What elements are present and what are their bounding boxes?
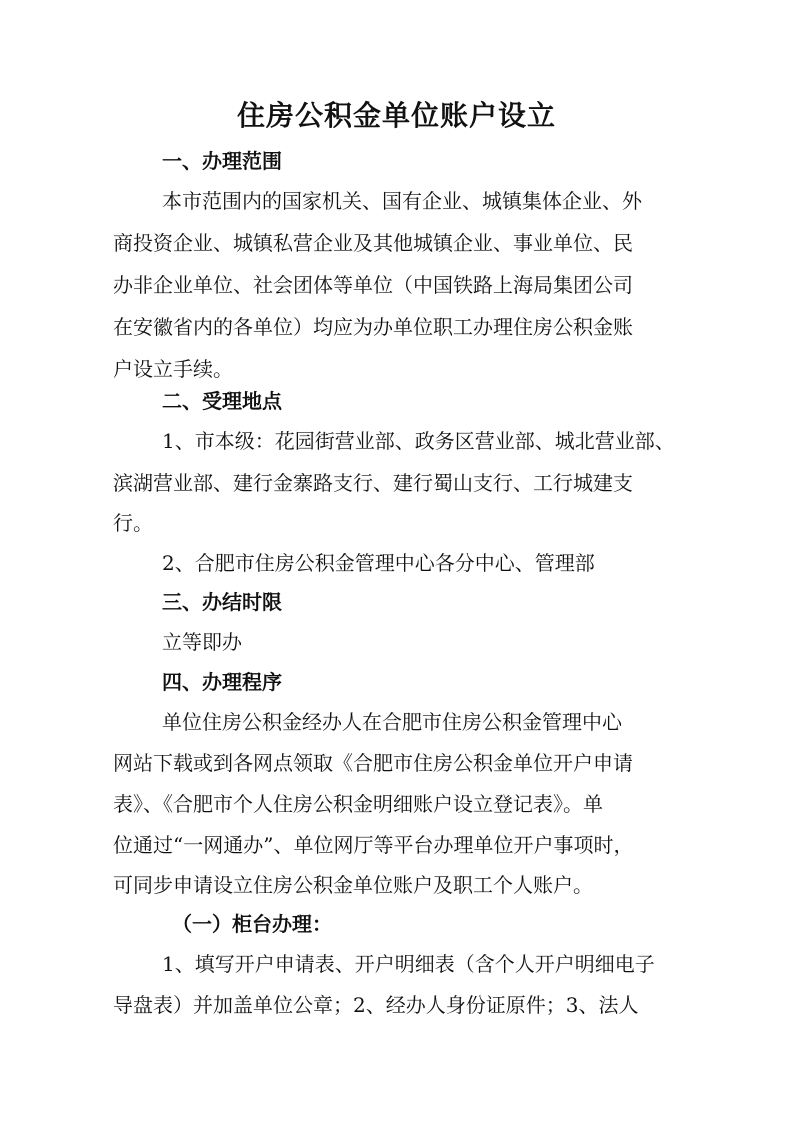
paragraph-line: 单位住房公积金经办人在合肥市住房公积金管理中心 — [162, 710, 622, 734]
paragraph-line: 办非企业单位、社会团体等单位（中国铁路上海局集团公司 — [113, 273, 633, 297]
paragraph-line: 立等即办 — [162, 630, 242, 654]
paragraph-line: 行。 — [113, 511, 153, 535]
paragraph-line: 位通过“一网通办”、单位网厅等平台办理单位开户事项时， — [113, 833, 634, 857]
paragraph-line: 户设立手续。 — [113, 357, 233, 381]
section-heading-time-limit: 三、办结时限 — [162, 590, 282, 614]
section-heading-location: 二、受理地点 — [162, 389, 282, 413]
paragraph-line: 2、合肥市住房公积金管理中心各分中心、管理部 — [162, 551, 595, 575]
paragraph-line: 1、市本级：花园街营业部、政务区营业部、城北营业部、 — [162, 429, 675, 453]
subsection-heading-counter: （一）柜台办理： — [172, 912, 332, 936]
paragraph-line: 本市范围内的国家机关、国有企业、城镇集体企业、外 — [162, 189, 642, 213]
document-title: 住房公积金单位账户设立 — [236, 99, 556, 132]
paragraph-line: 在安徽省内的各单位）均应为办单位职工办理住房公积金账 — [113, 315, 633, 339]
section-heading-scope: 一、办理范围 — [162, 149, 282, 173]
paragraph-line: 可同步申请设立住房公积金单位账户及职工个人账户。 — [113, 873, 593, 897]
paragraph-line: 1、填写开户申请表、开户明细表（含个人开户明细电子 — [162, 952, 655, 976]
paragraph-line: 商投资企业、城镇私营企业及其他城镇企业、事业单位、民 — [113, 231, 633, 255]
section-heading-procedure: 四、办理程序 — [162, 670, 282, 694]
paragraph-line: 表》、《合肥市个人住房公积金明细账户设立登记表》。单 — [113, 792, 603, 816]
paragraph-line: 滨湖营业部、建行金寨路支行、建行蜀山支行、工行城建支 — [113, 471, 633, 495]
paragraph-line: 网站下载或到各网点领取《合肥市住房公积金单位开户申请 — [113, 751, 633, 775]
paragraph-line: 导盘表）并加盖单位公章；2、经办人身份证原件；3、法人 — [113, 993, 639, 1017]
